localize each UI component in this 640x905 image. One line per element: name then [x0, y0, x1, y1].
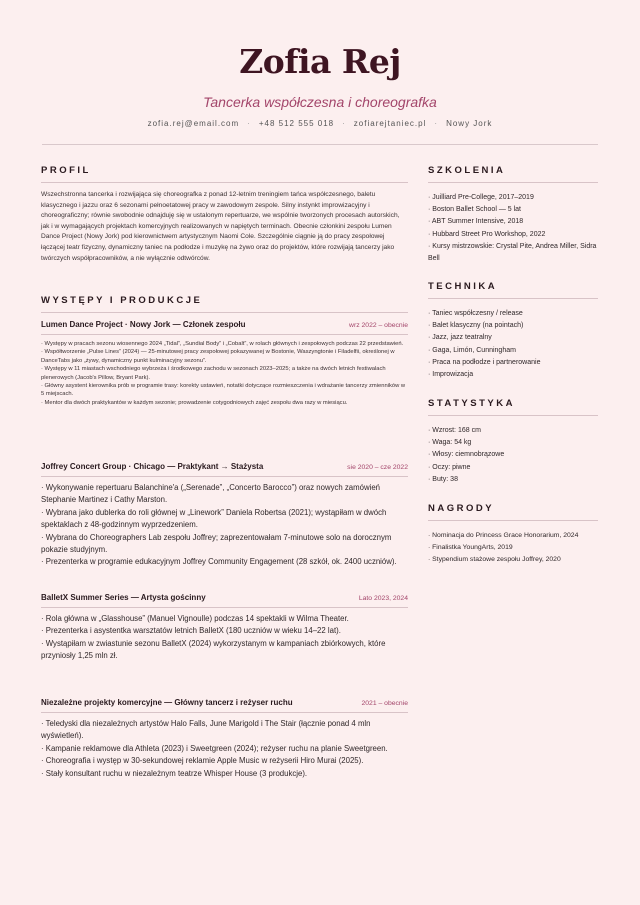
experience-section	[41, 295, 408, 313]
section-divider	[41, 312, 408, 313]
list-item: · Improwizacja	[428, 371, 474, 379]
bullet-item: · Teledyski dla niezależnych artystów Halo Falls, June Marigold i The Stair (łącznie ponad 4 mln wyświetleń).	[41, 719, 371, 741]
job-bullets	[41, 613, 408, 663]
job-divider	[41, 712, 408, 713]
job-date: Lato 2023, 2024	[358, 595, 408, 602]
bullet-item: · Choreografia i występ w 30-sekundowej reklamie Apple Music w reżyserii Hiro Murai (2025).	[41, 756, 364, 766]
list-item: · Juilliard Pre-College, 2017–2019	[428, 194, 534, 201]
list-item: · Jazz, jazz teatralny	[428, 334, 492, 342]
bullet-item: · Prezenterka w programie edukacyjnym Joffrey Community Engagement (28 szkół, ok. 2400 uczniów).	[41, 557, 397, 567]
bullet-item: · Główny asystent kierownika prób w programie trasy: korekty ustawień, notatki dotyczące rozmieszczenia i wdrażanie tancerzy zmienników w 5 miejscach.	[41, 383, 406, 398]
job-title: Joffrey Concert Group · Chicago — Praktykant → Stażysta	[41, 462, 264, 471]
list-item: · Gaga, Limón, Cunningham	[428, 346, 516, 354]
section-title: PROFIL	[41, 165, 91, 176]
list-item: · ABT Summer Intensive, 2018	[428, 218, 524, 226]
section-title: WYSTĘPY I PRODUKCJE	[41, 295, 203, 306]
job-entry	[41, 698, 408, 780]
header-divider	[42, 144, 598, 145]
header	[0, 0, 640, 128]
bullet-item: · Wybrana jako dublerka do roli głównej w „Linework” Daniela Robertsa (2021); wystąpiłam w dwóch spektaklach z 48-godzinnym wyprzedzeniem.	[41, 507, 387, 530]
job-entry	[41, 593, 408, 663]
list-item: · Boston Ballet School — 5 lat	[428, 206, 521, 214]
list-item: · Buty: 38	[428, 475, 458, 483]
list-item: · Finalistka YoungArts, 2019	[428, 544, 513, 551]
separator: ·	[434, 119, 439, 128]
job-bullets	[41, 718, 408, 780]
phone[interactable]: +48 512 555 018	[258, 119, 335, 128]
job-divider	[41, 476, 408, 477]
job-title: BalletX Summer Series — Artysta gościnny	[41, 593, 206, 602]
awards-section	[428, 503, 598, 566]
section-title: STATYSTYKA	[428, 398, 515, 409]
list-item: · Nominacja do Princess Grace Honorarium, 2024	[428, 532, 579, 539]
bullet-item: · Wystąpiłam w zwiastunie sezonu BalletX (2024) wykorzystanym w kampaniach zbiórkowych, które przyniosły 1,25 mln zł.	[41, 638, 386, 661]
list-item: · Stypendium stażowe zespołu Joffrey, 2020	[428, 556, 561, 563]
website[interactable]: zofiarejtaniec.pl	[353, 119, 427, 128]
separator: ·	[342, 119, 346, 128]
job-title: Lumen Dance Project · Nowy Jork — Członek zespołu	[41, 320, 246, 329]
job-subtitle: Tancerka współczesna i choreografka	[203, 94, 437, 110]
bullet-item: · Rola główna w „Glasshouse” (Manuel Vignoulle) podczas 14 spektakli w Wilma Theater.	[41, 614, 349, 623]
education-section	[428, 165, 598, 265]
job-entry	[41, 320, 408, 407]
bullet-item: · Prezenterka i asystentka warsztatów letnich BalletX (180 uczniów w wieku 14–22 lat).	[41, 626, 341, 636]
job-date: 2021 – obecnie	[361, 700, 408, 707]
name-heading: Zofia Rej	[239, 42, 401, 81]
awards-list	[428, 530, 598, 566]
stats-list	[428, 425, 598, 486]
list-item: · Wzrost: 168 cm	[428, 427, 481, 434]
section-divider	[428, 182, 598, 183]
list-item: · Włosy: ciemnobrązowe	[428, 451, 505, 459]
profile-text: Wszechstronna tancerka i rozwijająca się choreografka z ponad 12-letnim treningiem tańca współczesnego, baletu klasycznego i jazzu oraz 6 sezonami pełnoetatowej pracy w zawodowym zespole. Silny instynkt improwizacyjny i choreograficzny; równie swobodnie odnajduję się w ustalonym repertuarze, we wspólnie tworzonych procesach autorskich, jak i w wymagających projektach komercyjnych realizowanych w napiętych terminach. Obecnie członkini zespołu Lumen Dance Project (Nowy Jork) pod kierownictwem artystycznym Naomi Cole. Szczególnie ciągnie ją do pracy zespołowej łączącej teatr fizyczny, dynamiczny taniec na podłodze i muzykę na żywo oraz do projektów, które rozwijają tancerzy jako twórczych współpracowników, a nie wyłącznie odtwórców.	[41, 191, 400, 262]
email[interactable]: zofia.rej@email.com	[147, 119, 240, 128]
section-title: TECHNIKA	[428, 281, 498, 292]
main-column	[41, 165, 408, 778]
technique-list	[428, 308, 598, 381]
section-title: SZKOLENIA	[428, 165, 506, 176]
list-item: · Waga: 54 kg	[428, 439, 472, 447]
bullet-item: · Wykonywanie repertuaru Balanchine'a („Serenade”, „Concerto Barocco”) oraz nowych zamówień Stephanie Martinez i Cathy Marston.	[41, 483, 381, 505]
list-item: · Balet klasyczny (na pointach)	[428, 322, 524, 330]
bullet-item: · Współtworzenie „Pulse Lines” (2024) — 25-minutowej pracy zespołowej pokazywanej w Bostonie, Waszyngtonie i Filadelfii, określonej w DanceTabs jako „żywy, dynamiczny punkt kulminacyjny sezonu”.	[41, 349, 395, 364]
education-list	[428, 192, 598, 265]
stats-section	[428, 398, 598, 486]
list-item: · Taniec współczesny / release	[428, 310, 523, 317]
section-title: NAGRODY	[428, 503, 495, 514]
contact-line	[0, 119, 640, 128]
job-title: Niezależne projekty komercyjne — Główny tancerz i reżyser ruchu	[41, 698, 293, 707]
list-item: · Oczy: piwne	[428, 463, 471, 471]
profile-section	[41, 165, 408, 264]
job-date: sie 2020 – cze 2022	[347, 464, 408, 471]
job-bullets	[41, 340, 408, 407]
job-date: wrz 2022 – obecnie	[349, 322, 408, 329]
technique-section	[428, 281, 598, 381]
section-divider	[428, 298, 598, 299]
bullet-item: · Wybrana do Choreographers Lab zespołu Joffrey; zaprezentowałam 7-minutowe solo na dorocznym pokazie studyjnym.	[41, 532, 392, 555]
job-bullets	[41, 482, 408, 569]
list-item: · Kursy mistrzowskie: Crystal Pite, Andrea Miller, Sidra Bell	[428, 242, 597, 263]
job-divider	[41, 334, 408, 335]
bullet-item: · Kampanie reklamowe dla Athleta (2023) i Sweetgreen (2024); reżyser ruchu na planie Sweetgreen.	[41, 743, 388, 753]
section-divider	[428, 520, 598, 521]
list-item: · Hubbard Street Pro Workshop, 2022	[428, 230, 546, 238]
separator: ·	[247, 119, 251, 128]
location: Nowy Jork	[446, 119, 493, 128]
bullet-item: · Występy w pracach sezonu wiosennego 2024 „Tidal”, „Sundial Body” i „Cobalt”, w rolach głównych i zespołowych podczas 22 przedstawień.	[41, 341, 404, 347]
section-divider	[41, 182, 408, 183]
bullet-item: · Występy w 11 miastach wschodniego wybrzeża i środkowego zachodu w sezonach 2023–2025; a także na dwóch letnich festiwalach plenerowych (Jacob's Pillow, Bryant Park).	[41, 366, 386, 381]
job-entry	[41, 462, 408, 569]
list-item: · Praca na podłodze i partnerowanie	[428, 358, 541, 366]
bullet-item: · Stały konsultant ruchu w niezależnym teatrze Whisper House (3 produkcje).	[41, 768, 308, 778]
job-divider	[41, 607, 408, 608]
section-divider	[428, 415, 598, 416]
bullet-item: · Mentor dla dwóch praktykantów w każdym sezonie; prowadzenie cotygodniowych zajęć zespołu dwa razy w miesiącu.	[41, 399, 348, 406]
